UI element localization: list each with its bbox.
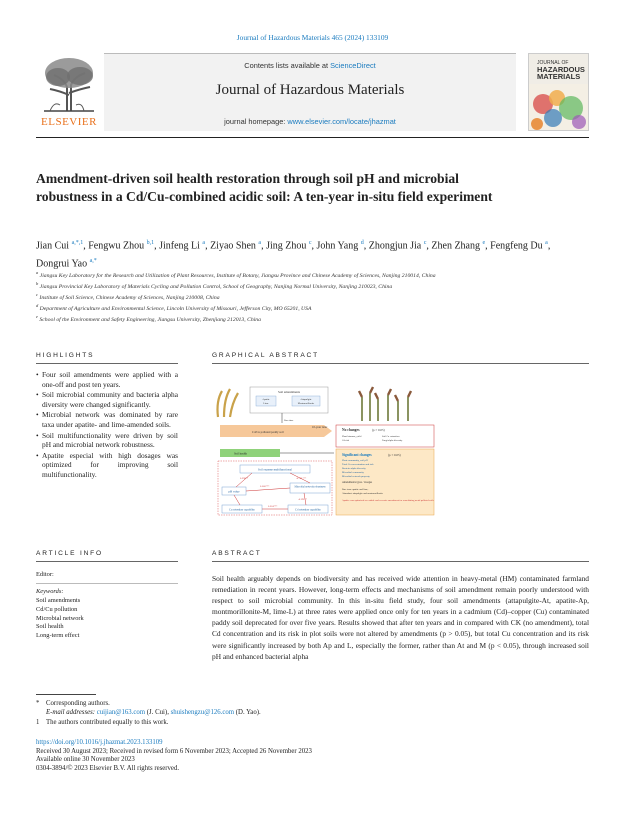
ga-soil-amendments: Soil amendments xyxy=(277,390,301,394)
affiliation-list xyxy=(36,269,576,324)
author-affiliation-marker[interactable]: a xyxy=(258,240,262,246)
keyword-item[interactable]: Microbial network xyxy=(36,614,84,622)
author-list: Jian Cui $^{a,*,1}$, Fengwu Zhou $^{b,1}$, Jinfeng Li $^a$, Ziyao Shen $^a$, Jing Zhou $^c$, John Yang $^d$, Zhongjun Jia $^c$, Zhen Zhang $^e$, Fengfeng Du $^a$, Dongrui Yao $^{a,*}$ xyxy=(36,240,551,270)
highlight-item: • Microbial network was dominated by rare taxa under apatite- and lime-amended soils. xyxy=(36,410,178,429)
affiliation-label: e xyxy=(36,313,38,319)
ga-amend-apatite: Apatite xyxy=(262,398,270,401)
author-affiliation-marker[interactable]: a xyxy=(545,240,548,246)
author-name[interactable]: Fengwu Zhou xyxy=(88,240,145,252)
copyright-line: 0304-3894/© 2023 Elsevier B.V. All rights reserved. xyxy=(36,764,180,772)
author-affiliation-marker[interactable]: c xyxy=(308,240,312,246)
affiliation-item xyxy=(36,302,576,313)
graphical-abstract-divider xyxy=(212,363,589,364)
author-affiliation-marker[interactable]: a,*,1 xyxy=(71,240,84,246)
affiliation-label: c xyxy=(36,291,38,297)
author-name[interactable]: Jian Cui xyxy=(36,240,70,252)
ga-paddy-soil: Cd/Cu polluted paddy soil xyxy=(252,430,284,434)
author-name[interactable]: Dongrui Yao xyxy=(36,258,88,270)
footnote-divider xyxy=(36,694,96,695)
homepage-line xyxy=(104,117,516,126)
doi-link[interactable]: https://doi.org/10.1016/j.jhazmat.2023.133109 xyxy=(36,739,163,746)
journal-title: Journal of Hazardous Materials xyxy=(215,82,405,98)
journal-cover-thumbnail[interactable] xyxy=(528,53,589,131)
keyword-item[interactable]: Cd/Cu pollution xyxy=(36,605,78,613)
ga-cu-node: Cu retention capability xyxy=(229,508,255,512)
affiliation-item xyxy=(36,280,576,291)
ga-one-time: One-time xyxy=(284,419,294,422)
keyword-item[interactable]: Soil health xyxy=(36,623,64,631)
ga-significant-item: Bacteria alpha diversity xyxy=(342,467,366,470)
footnote-equal xyxy=(36,718,436,727)
masthead xyxy=(36,53,589,131)
ga-soil-cu-extraction: Soil Cu extraction xyxy=(382,435,400,438)
ga-significant-item: Plant community, soil pH xyxy=(342,459,368,462)
ga-amend-montmorillonite: Montmorillonite xyxy=(297,402,315,405)
article-info-heading: ARTICLE INFO xyxy=(36,550,103,557)
footnote-corresponding xyxy=(36,699,436,708)
ga-significant-changes: Significant changes xyxy=(342,453,372,457)
ga-significant-item: Total Cu concentration and risk xyxy=(342,463,374,466)
footnote-one-mark: 1 xyxy=(36,718,40,726)
ga-coef-4: -0.291** xyxy=(298,498,307,501)
ga-coef-3: 0.560*** xyxy=(260,485,270,488)
ga-significant-item: Microbial community xyxy=(342,471,364,474)
author-affiliation-marker[interactable]: a xyxy=(202,240,206,246)
author-name[interactable]: Zhen Zhang xyxy=(431,240,480,252)
ga-ten-year-later: 10-year later xyxy=(312,425,328,429)
ga-plant-biomass: Plant biomass, yield xyxy=(342,435,362,438)
doi-block xyxy=(36,739,436,773)
author-name[interactable]: Fengfeng Du xyxy=(490,240,543,252)
ga-amend-attapulgite: Attapulgite xyxy=(300,398,312,401)
footnotes xyxy=(36,699,436,727)
elsevier-logo[interactable] xyxy=(36,53,102,131)
highlights-heading: HIGHLIGHTS xyxy=(36,352,95,359)
ga-abundant: Abundant: attapulgite and montmorillonite xyxy=(342,492,383,495)
sciencedirect-link[interactable]: ScienceDirect xyxy=(330,61,376,70)
highlight-item: • Four soil amendments were applied with a one-off and post ten years. xyxy=(36,370,178,389)
ga-no-changes: No changes xyxy=(342,428,360,432)
cover-title xyxy=(537,66,585,80)
email-link-cui[interactable]: cuijian@163.com xyxy=(96,709,146,717)
cover-title-line1: HAZARDOUS xyxy=(537,65,585,74)
footnote-emails xyxy=(36,708,436,717)
keyword-item[interactable]: Soil amendments xyxy=(36,597,81,604)
affiliation-item xyxy=(36,291,576,302)
email-link-yao[interactable]: shuishengzu@126.com xyxy=(170,709,235,717)
footnote-star-mark: * xyxy=(36,700,40,707)
email-name-cui: (J. Cui), xyxy=(146,709,169,717)
equal-contribution-note: The authors contributed equally to this work. xyxy=(46,718,169,726)
keyword-item[interactable]: Long-term effect xyxy=(36,632,80,640)
ga-ph-node: pH value xyxy=(228,489,240,494)
affiliation-label: b xyxy=(36,280,39,286)
affiliation-item xyxy=(36,313,576,324)
author-affiliation-marker[interactable]: b,1 xyxy=(146,240,155,246)
header-divider xyxy=(36,137,589,138)
homepage-prefix: journal homepage: xyxy=(224,117,288,126)
affiliation-text: Institute of Soil Science, Chinese Academy of Sciences, Nanjing 210008, China xyxy=(38,294,220,301)
affiliation-label: a xyxy=(36,270,39,275)
highlights-list xyxy=(36,370,178,481)
author-name[interactable]: Zhongjun Jia xyxy=(368,240,422,252)
author-name[interactable]: John Yang xyxy=(316,240,359,252)
ga-ranking-label: Amendments types / dosages xyxy=(342,481,373,484)
ga-network-node: Microbial network robustness xyxy=(294,485,326,489)
abstract-divider xyxy=(212,561,589,562)
elsevier-tree-icon xyxy=(40,55,98,113)
abstract-heading: ABSTRACT xyxy=(212,550,262,557)
ga-amend-lime: Lime xyxy=(263,402,269,405)
ga-significant-item: Microbial network property xyxy=(342,475,370,478)
graphical-abstract-heading: GRAPHICAL ABSTRACT xyxy=(212,352,319,359)
cover-artwork-icon xyxy=(529,84,589,131)
contents-line xyxy=(104,61,516,70)
keywords-list xyxy=(36,597,84,641)
graphical-abstract-figure[interactable] xyxy=(212,383,436,518)
affiliation-text: School of the Environment and Safety Engineering, Jiangsu University, Zhenjiang 212013, China xyxy=(38,316,261,323)
affiliation-text: Department of Agriculture and Environmental Science, Lincoln University of Missouri, Jefferson City, MO 65201, USA xyxy=(38,305,312,312)
ga-enzyme-node: Soil enzyme multifunctional xyxy=(257,467,293,472)
author-name[interactable]: Jinfeng Li xyxy=(159,240,200,252)
email-name-yao: (D. Yao). xyxy=(235,709,261,717)
highlight-item: • Apatite especial with high dosages was optimized for improving soil multifunctionality. xyxy=(36,451,178,480)
received-dates: Received 30 August 2023; Received in revised form 6 November 2023; Accepted 26 November 2023 xyxy=(36,747,312,755)
author-affiliation-marker[interactable]: a,* xyxy=(89,257,97,264)
editor-label: Editor: xyxy=(36,571,54,578)
ga-apatite-note: Apatite: was optimized as a stable and eco-safe amendment for remediating metal polluted soils xyxy=(342,499,434,502)
abstract-text: Soil health arguably depends on biodiversity and has received wide attention in heavy-metal (HM) contaminated farmland remediation in recent years. However, long-term effects and mechanisms of soil amendment remain poorly understood with respect to soil microbial community. In this in-situ field study, four soil amendments (attapulgite-At, apatite-Ap, montmorillonite-M, lime-L) at three rates were applied once only for ten years in a cadmium (Cd)–copper (Cu) contaminated paddy soil deprecated for over five years. Results showed that after ten years and in compared with CK (no amendment), total Cd concentration and its risk in plot soils were not altered by amendments (p > 0.05), but total Cu concentration and its risk were significantly increased by both Ap and L, especially the former, rather than At and M (p < 0.05), through increased soil pH and enhanced bacterial alpha xyxy=(212,574,589,661)
affiliation-item xyxy=(36,269,576,280)
contents-prefix: Contents lists available at xyxy=(244,61,331,70)
journal-banner xyxy=(104,53,516,131)
homepage-link[interactable]: www.elsevier.com/locate/jhazmat xyxy=(287,117,396,126)
affiliation-text: Jiangsu Key Laboratory for the Research and Utilization of Plant Resources, Institute of Botany, Jiangsu Province and Chinese Academy of Sciences, Nanjing 210014, China xyxy=(38,272,436,279)
editor-divider xyxy=(36,583,178,584)
ga-coef-1: 0.298** xyxy=(240,477,249,480)
elsevier-wordmark: ELSEVIER xyxy=(41,116,97,128)
ga-coef-2: -0.781*** xyxy=(296,477,307,480)
author-name[interactable]: Ziyao Shen xyxy=(210,240,256,252)
journal-reference-link[interactable]: Journal of Hazardous Materials 465 (2024) 133109 xyxy=(236,33,389,42)
ga-rare-taxa: Rare taxa: apatite and lime; xyxy=(342,488,369,491)
ga-soil-health: Soil health xyxy=(234,451,247,456)
article-title: Amendment-driven soil health restoration through soil pH and microbial robustness in a Cd/Cu-combined acidic soil: A ten-year in-situ field experiment xyxy=(36,171,493,204)
cover-journal-of: JOURNAL OF xyxy=(537,60,569,66)
ga-fungi-alpha: Fungi alpha diversity xyxy=(382,439,403,442)
affiliation-text: Jiangsu Provincial Key Laboratory of Materials Cycling and Pollution Control, School of Geography, Nanjing Normal University, Nanjing 210023, China xyxy=(38,283,393,290)
author-affiliation-marker[interactable]: d xyxy=(360,240,364,246)
highlight-item: • Soil multifunctionality were driven by soil pH and microbial network robustness. xyxy=(36,431,178,450)
cover-title-line2: MATERIALS xyxy=(537,72,581,81)
highlights-divider xyxy=(36,363,178,364)
ga-cd-risk: Cd risk xyxy=(342,439,349,442)
email-label: E-mail addresses: xyxy=(46,709,96,717)
article-info-divider xyxy=(36,561,178,562)
ga-significant-p: (p < 0.05) xyxy=(388,453,401,457)
keywords-label: Keywords: xyxy=(36,588,64,595)
author-affiliation-marker[interactable]: e xyxy=(482,240,486,246)
ga-coef-5: 0.324*** xyxy=(268,505,278,508)
ga-cd-node: Cd retention capability xyxy=(295,508,321,512)
author-affiliation-marker[interactable]: c xyxy=(423,240,427,246)
affiliation-label: d xyxy=(36,302,39,308)
highlight-item: • Soil microbial community and bacteria alpha diversity were changed significantly. xyxy=(36,390,178,409)
ga-no-changes-p: (p > 0.05) xyxy=(372,428,385,432)
author-name[interactable]: Jing Zhou xyxy=(266,240,307,252)
corresponding-label: Corresponding authors. xyxy=(46,700,110,707)
available-online: Available online 30 November 2023 xyxy=(36,756,135,764)
